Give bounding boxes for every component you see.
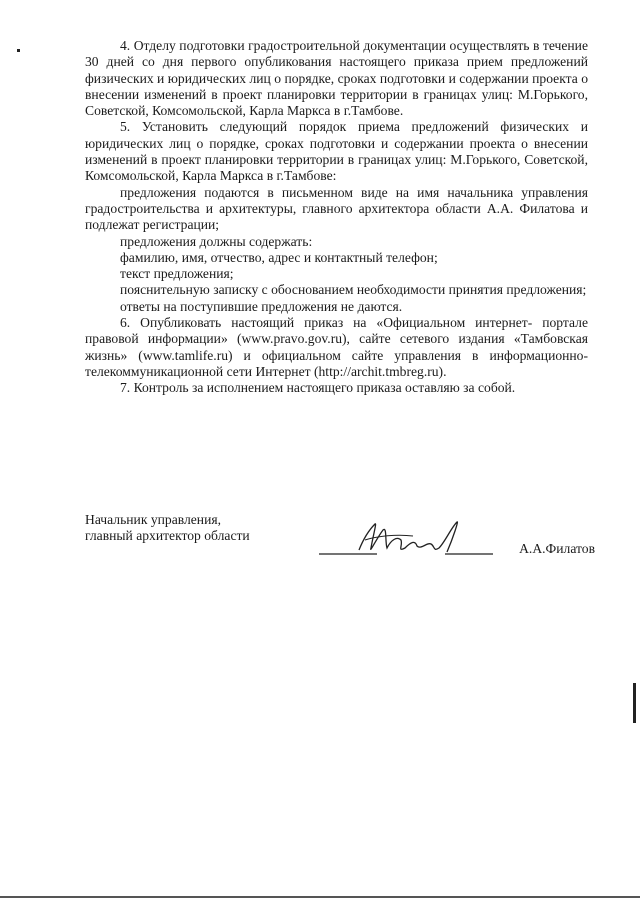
signatory-position: [85, 512, 250, 545]
handwritten-signature: [317, 518, 497, 560]
text-line: 4. Отделу подготовки градостроительной документации осуществлять в: [120, 38, 540, 53]
text-line: «Тамбовская жизнь» (www.tamlife.ru) и официальном сайте управления в: [85, 331, 588, 363]
scan-edge-mark: [633, 683, 636, 723]
paragraph-5-item-name: фамилию, имя, отчество, адрес и контактный телефон;: [120, 249, 438, 265]
paragraph-5-item-text: текст предложения;: [120, 266, 234, 282]
text-line: внесении изменений в проект планировки территории в границах улиц:: [85, 135, 588, 168]
scan-speck: [17, 49, 20, 52]
text-line: пояснительную записку с обоснованием необходимости принятия: [120, 282, 503, 298]
text-line: предложений физических и юридических лиц о порядке, сроках подготовки и: [85, 54, 588, 86]
signature-block: [85, 512, 595, 562]
text-line: г.Тамбове.: [343, 103, 404, 119]
paragraph-5: [85, 119, 588, 184]
paragraph-4: [85, 38, 588, 119]
text-line: портале правовой информации» (www.pravo.gov.ru), сайте сетевого издания: [85, 315, 588, 347]
order-body: [85, 38, 588, 397]
text-line: предложения;: [506, 282, 587, 298]
text-line: области А.А. Филатова и подлежат регистрации;: [85, 200, 588, 233]
text-line: информационно-телекоммуникационной сети Интернет: [85, 347, 589, 379]
paragraph-5-item-contents: предложения должны содержать:: [120, 233, 313, 249]
paragraph-5-item-answers: ответы на поступившие предложения не даются.: [120, 298, 403, 314]
position-line: главный архитектор области: [85, 528, 250, 544]
text-line: (http://archit.tmbreg.ru).: [313, 363, 447, 379]
paragraph-5-item-submission: [85, 185, 588, 234]
paragraph-7: 7. Контроль за исполнением настоящего приказа оставляю за собой.: [120, 380, 516, 396]
text-line: М.Горького, Советской, Комсомольской, Карла Маркса в г.Тамбове:: [85, 152, 588, 184]
text-line: содержании проекта о внесении изменений в проект планировки территории: [85, 70, 588, 102]
text-line: 5. Установить следующий порядок приема предложений физических и: [120, 119, 588, 135]
signatory-name: А.А.Филатов: [519, 541, 595, 556]
position-line: Начальник управления,: [85, 512, 221, 527]
scan-bottom-edge: [0, 896, 640, 898]
paragraph-6: [85, 315, 588, 380]
text-line: 6. Опубликовать настоящий приказ на «Официальном интернет-: [120, 315, 533, 331]
text-line: течение 30 дней со дня первого опубликования настоящего приказа прием: [85, 38, 588, 70]
text-line: предложения подаются в письменном виде на имя начальника: [120, 184, 514, 200]
paragraph-5-item-note: [85, 282, 588, 298]
text-line: в границах улиц: М.Горького, Советской, Комсомольской, Карла Маркса в: [85, 86, 589, 119]
text-line: юридических лиц о порядке, сроках подготовки и содержании проекта о: [85, 135, 528, 151]
text-line: управления градостроительства и архитектуры, главного архитектора: [85, 184, 589, 216]
